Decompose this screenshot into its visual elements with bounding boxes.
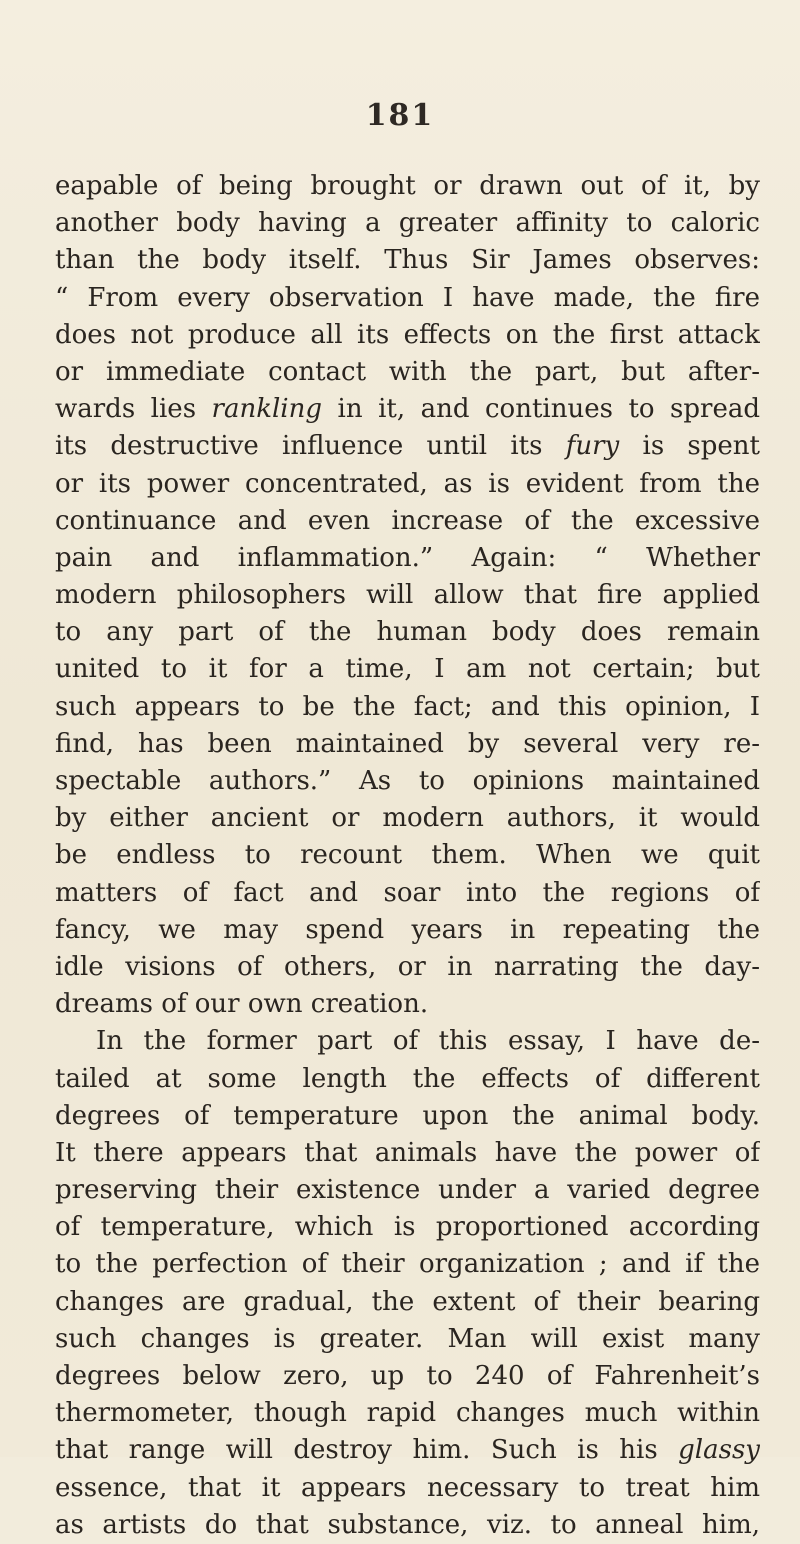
text-line <box>55 428 760 465</box>
text-line <box>55 391 760 428</box>
text-segment: united to it for a time, I am not certain; but <box>55 654 760 685</box>
text-line <box>55 577 760 614</box>
text-line <box>55 317 760 354</box>
text-segment: degrees below zero, up to 240 of Fahrenheit’s <box>55 1361 760 1391</box>
text-line <box>55 1395 760 1432</box>
text-segment: wards lies <box>55 394 212 425</box>
text-segment: idle visions of others, or in narrating the day- <box>55 951 760 982</box>
text-segment: such appears to be the fact; and this opinion, I <box>55 691 760 722</box>
text-line <box>55 614 760 651</box>
text-segment: modern philosophers will allow that fire applied <box>55 580 760 611</box>
text-segment: degrees of temperature upon the animal body. <box>55 1100 760 1131</box>
text-segment: spectable authors.” As to opinions maintained <box>55 766 760 796</box>
text-line <box>55 1321 760 1358</box>
text-line <box>55 875 760 912</box>
text-line <box>55 1172 760 1209</box>
text-line <box>55 466 760 503</box>
text-segment: thermometer, though rapid changes much within <box>55 1398 760 1429</box>
text-segment: tailed at some length the effects of different <box>55 1063 760 1094</box>
text-segment: In the former part of this essay, I have de- <box>96 1026 760 1057</box>
text-segment: be endless to recount them. When we quit <box>55 840 760 871</box>
text-segment: another body having a greater affinity to caloric <box>55 208 760 239</box>
text-segment: such changes is greater. Man will exist many <box>55 1323 760 1354</box>
text-segment: find, has been maintained by several very re- <box>55 728 760 759</box>
text-line <box>55 1135 760 1172</box>
text-line <box>55 540 760 577</box>
text-segment: to any part of the human body does remain <box>55 617 760 648</box>
text-segment: continuance and even increase of the excessive <box>55 505 760 536</box>
text-segment: changes are gradual, the extent of their bearing <box>55 1286 760 1317</box>
italic-text: rankling <box>211 394 322 425</box>
text-line <box>55 651 760 688</box>
text-line <box>55 1246 760 1283</box>
text-line <box>55 1023 760 1060</box>
text-line <box>55 1507 760 1544</box>
text-segment: fancy, we may spend years in repeating the <box>55 914 760 945</box>
text-line <box>55 1284 760 1321</box>
italic-text: fury <box>565 431 620 462</box>
text-segment: does not produce all its effects on the first attack <box>55 319 760 350</box>
text-line <box>55 280 760 317</box>
text-segment: to the perfection of their organization ; and if the <box>55 1249 760 1280</box>
text-line <box>55 1061 760 1098</box>
text-segment: its destructive influence until its <box>55 431 566 462</box>
text-segment: of temperature, which is proportioned according <box>55 1212 760 1243</box>
italic-text: glassy <box>678 1435 760 1466</box>
text-segment: that range will destroy him. Such is his <box>55 1435 679 1466</box>
text-line <box>55 837 760 874</box>
text-segment: pain and inflammation.” Again: “ Whether <box>55 542 760 573</box>
text-line <box>55 1209 760 1246</box>
text-line <box>55 205 760 242</box>
text-segment: is spent <box>619 431 760 462</box>
text-segment: dreams of our own creation. <box>55 989 429 1020</box>
text-line <box>55 800 760 837</box>
text-line <box>55 1098 760 1135</box>
text-segment: by either ancient or modern authors, it would <box>55 803 760 834</box>
text-line <box>55 726 760 763</box>
text-line <box>55 503 760 540</box>
text-segment: eapable of being brought or drawn out of it, by <box>55 171 760 201</box>
text-line <box>55 912 760 949</box>
text-segment: or immediate contact with the part, but after- <box>55 356 760 387</box>
text-line <box>55 763 760 800</box>
text-line <box>55 168 760 205</box>
text-line <box>55 949 760 986</box>
text-line <box>55 1470 760 1507</box>
text-segment: matters of fact and soar into the regions of <box>55 877 760 908</box>
text-segment: essence, that it appears necessary to treat him <box>55 1472 760 1503</box>
text-segment: It there appears that animals have the power of <box>55 1137 760 1168</box>
text-segment: in it, and continues to spread <box>322 394 760 425</box>
text-segment: or its power concentrated, as is evident from the <box>55 468 760 499</box>
text-line <box>55 986 760 1023</box>
text-line <box>55 1358 760 1395</box>
text-line <box>55 354 760 391</box>
text-line <box>55 689 760 726</box>
text-segment: as artists do that substance, viz. to anneal him, <box>55 1509 760 1540</box>
text-line <box>55 242 760 279</box>
text-segment: preserving their existence under a varied degree <box>55 1175 760 1206</box>
text-segment: “ From every observation I have made, the fire <box>55 282 760 313</box>
body-text <box>55 168 760 1544</box>
page-number: 181 <box>365 98 435 133</box>
text-line <box>55 1432 760 1469</box>
text-segment: than the body itself. Thus Sir James observes: <box>55 245 760 276</box>
